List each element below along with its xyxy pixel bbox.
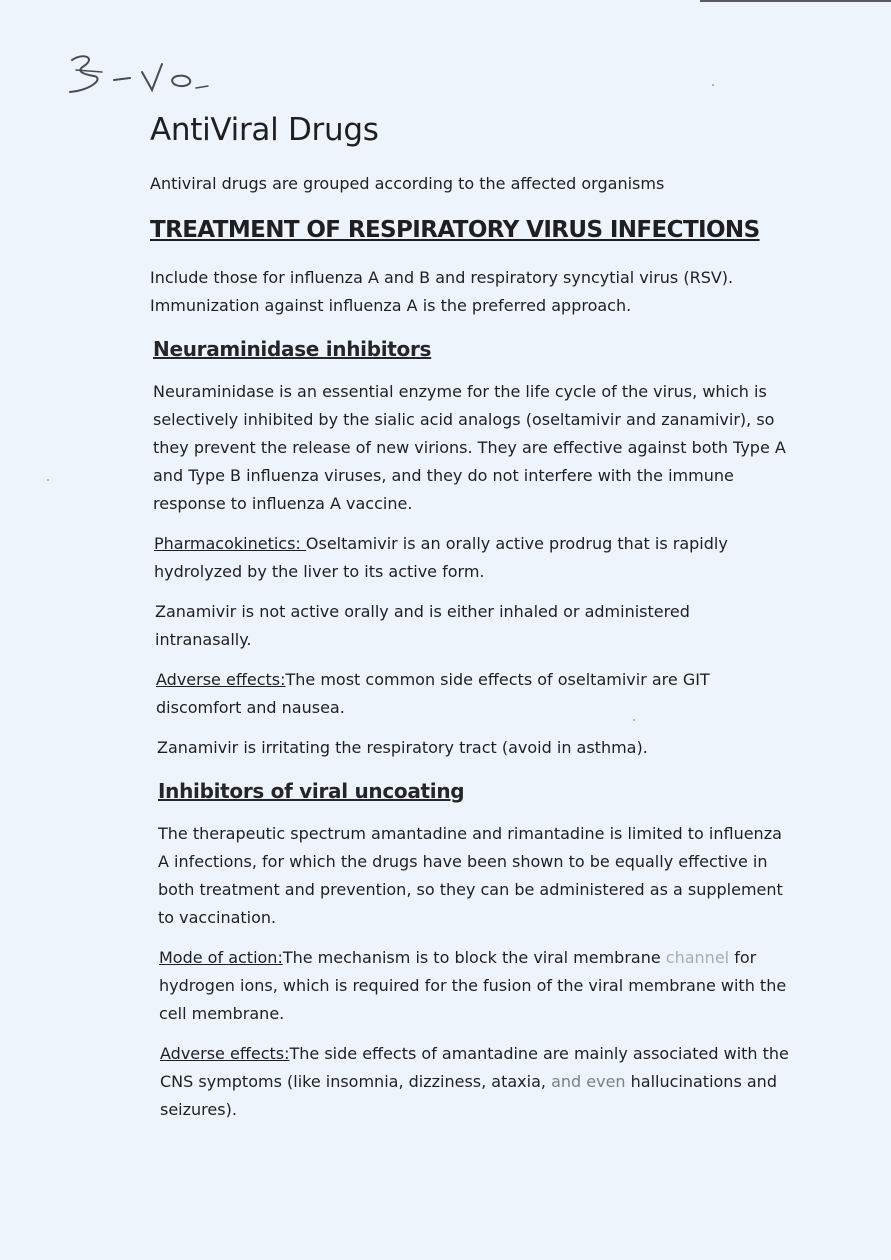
uncoating-heading: Inhibitors of viral uncoating (158, 779, 465, 803)
scan-speck (633, 719, 635, 721)
zanamivir-route-paragraph: Zanamivir is not active orally and is either inhaled or administered intranasally. (155, 602, 690, 649)
handwritten-page-number (62, 50, 232, 105)
uncoating-adverse-paragraph (160, 1040, 790, 1124)
pharmacokinetics-paragraph (154, 530, 790, 586)
uncoating-adverse-text-faded: and even (551, 1072, 626, 1091)
zanamivir-adverse-paragraph: Zanamivir is irritating the respiratory tract (avoid in asthma). (157, 738, 648, 757)
mode-of-action-label: Mode of action: (159, 948, 283, 967)
pharmacokinetics-label: Pharmacokinetics: (154, 534, 306, 553)
document-intro: Antiviral drugs are grouped according to the affected organisms (150, 174, 665, 193)
section-intro: Include those for influenza A and B and respiratory syncytial virus (RSV). Immunization against influenza A is the preferred approach. (150, 268, 734, 315)
neuraminidase-adverse-text: The most common side effects of oseltamivir are GIT discomfort and nausea. (156, 670, 710, 717)
uncoating-description: The therapeutic spectrum amantadine and rimantadine is limited to influenza A infections, for which the drugs have been shown to be equally effective in both treatment and prevention, so they can be administered as a supplement to vaccination. (158, 824, 783, 927)
scan-speck (47, 479, 49, 481)
neuraminidase-heading: Neuraminidase inhibitors (153, 337, 432, 361)
document-title: AntiViral Drugs (150, 112, 379, 148)
mode-of-action-text-b: for hydrogen ions, which is required for the fusion of the viral membrane with the cell membrane. (159, 948, 787, 1023)
neuraminidase-adverse-paragraph (156, 666, 790, 722)
section-heading: TREATMENT OF RESPIRATORY VIRUS INFECTIONS (150, 217, 760, 243)
uncoating-adverse-text-a: The side effects of amantadine are mainly associated with the CNS symptoms (like insomnia, dizziness, ataxia, (160, 1044, 789, 1091)
neuraminidase-description: Neuraminidase is an essential enzyme for the life cycle of the virus, which is selectively inhibited by the sialic acid analogs (oseltamivir and zanamivir), so they prevent the release of new virions. They are effective against both Type A and Type B influenza viruses, and they do not interfere with the immune response to influenza A vaccine. (153, 382, 786, 513)
scan-speck (712, 84, 714, 86)
scan-top-edge (700, 0, 891, 2)
neuraminidase-adverse-label: Adverse effects: (156, 670, 286, 689)
uncoating-adverse-label: Adverse effects: (160, 1044, 290, 1063)
mode-of-action-text-a: The mechanism is to block the viral membrane (282, 948, 666, 967)
pharmacokinetics-text: Oseltamivir is an orally active prodrug that is rapidly hydrolyzed by the liver to its active form. (154, 534, 728, 581)
mode-of-action-paragraph (159, 944, 790, 1028)
mode-of-action-text-faded: channel (665, 948, 730, 967)
uncoating-adverse-text-b: hallucinations and seizures). (160, 1072, 777, 1119)
document-page (150, 108, 790, 1124)
